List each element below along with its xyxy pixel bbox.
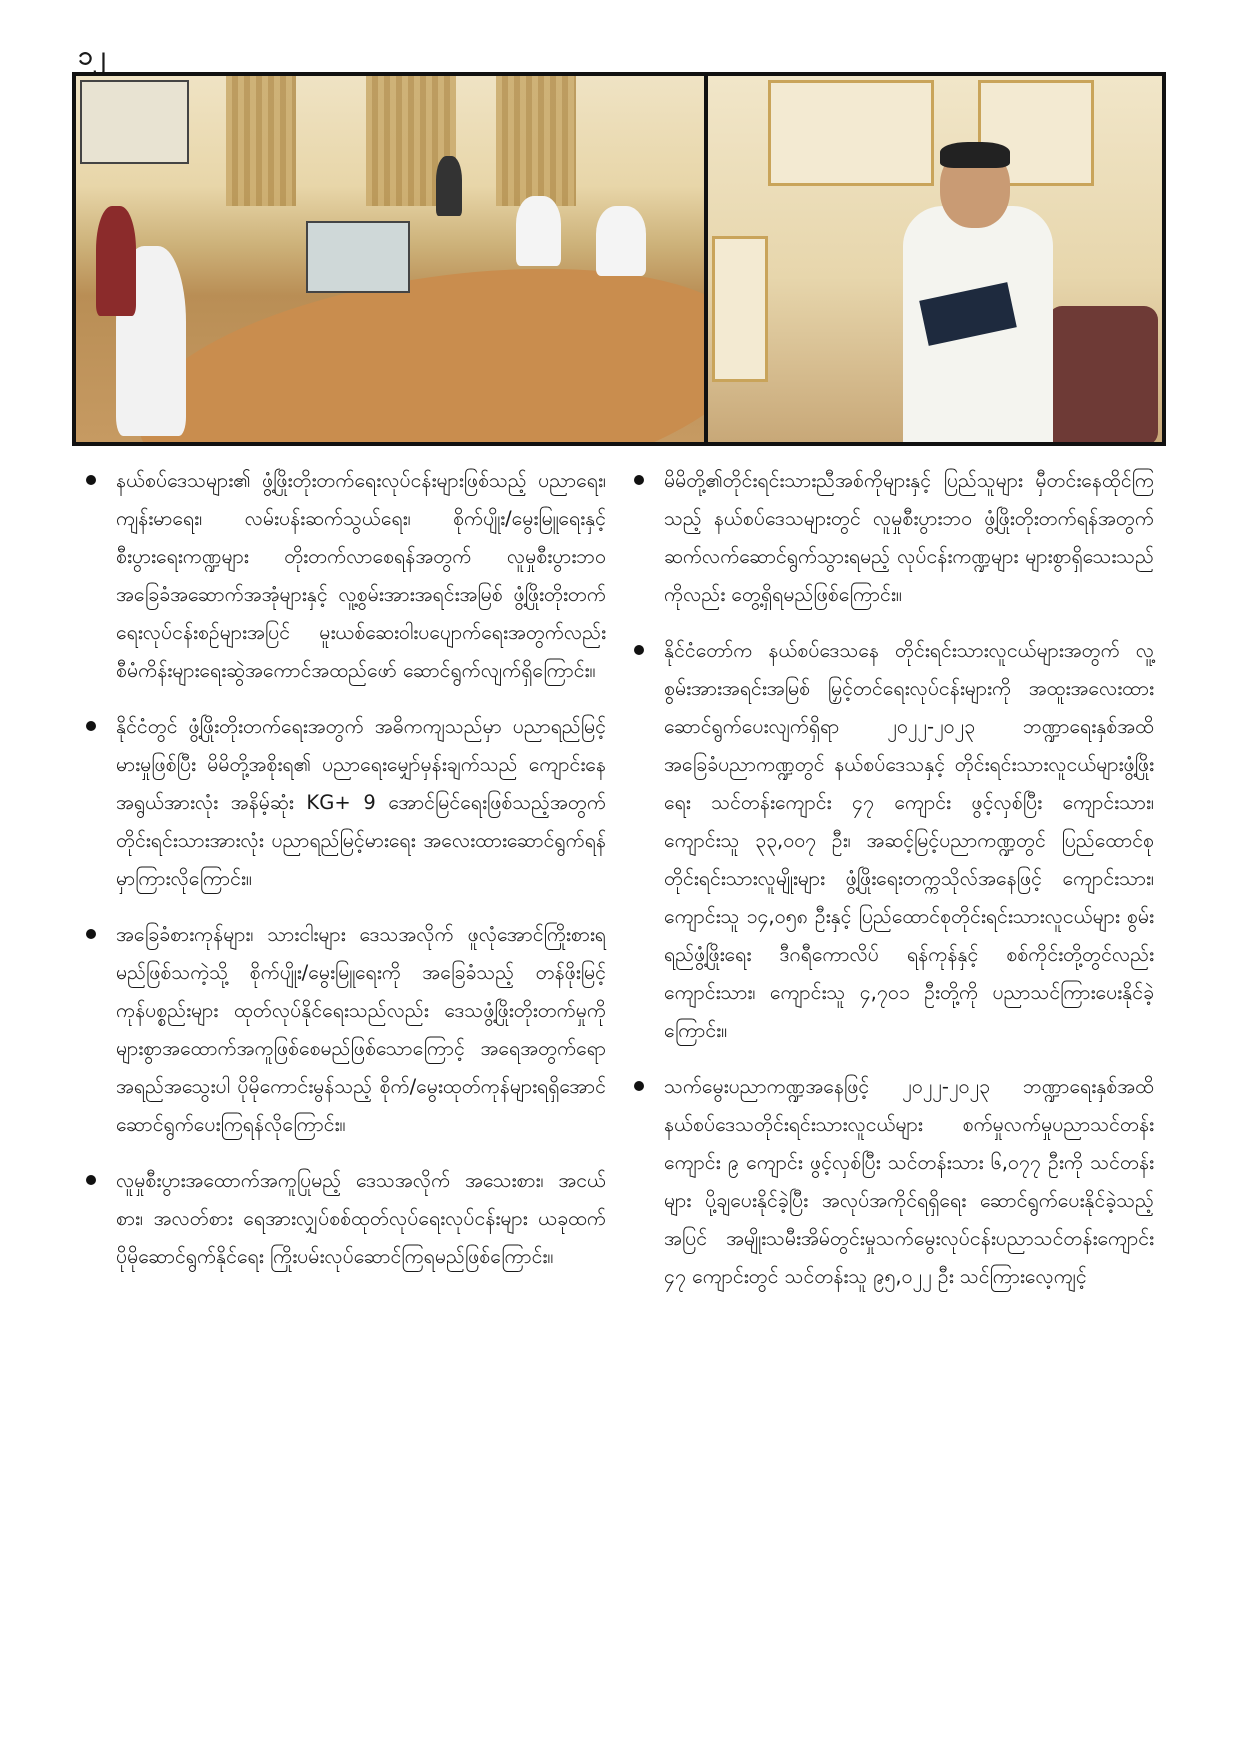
bullet-text: နိုင်ငံတော်က နယ်စပ်ဒေသနေ တိုင်းရင်းသားလူငယ်များအတွက် လူ့စွမ်းအားအရင်းအမြစ် မြှင့်တင်ရေးလုပ်ငန်းများကို အထူးအလေးထား ဆောင်ရွက်ပေးလျက်ရှိရာ ၂၀၂၂-၂၀၂၃ ဘဏ္ဍာရေးနှစ်အထိ အခြေခံပညာကဏ္ဍတွင် နယ်စပ်ဒေသနှင့် တိုင်းရင်းသားလူငယ်များဖွံ့ဖြိုးရေး သင်တန်းကျောင်း ၄၇ ကျောင်း ဖွင့်လှစ်ပြီး ကျောင်းသား၊ ကျောင်းသူ ၃၃,၀၀၇ ဦး၊ အဆင့်မြင့်ပညာကဏ္ဍတွင် ပြည်ထောင်စု တိုင်းရင်းသားလူမျိုးများ ဖွံ့ဖြိုးရေးတက္ကသိုလ်အနေဖြင့် ကျောင်းသား၊ ကျောင်းသူ ၁၄,၀၅၈ ဦးနှင့် ပြည်ထောင်စုတိုင်းရင်းသားလူငယ်များ စွမ်းရည်ဖွံ့ဖြိုးရေး ဒီဂရီကောလိပ် ရန်ကုန်နှင့် စစ်ကိုင်းတို့တွင်လည်း ကျောင်းသား၊ ကျောင်းသူ ၄,၇၀၁ ဦးတို့ကို ပညာသင်ကြားပေးနိုင်ခဲ့ကြောင်း။ (664, 639, 1154, 1042)
bullet-text: နိုင်ငံတွင် ဖွံ့ဖြိုးတိုးတက်ရေးအတွက် အဓိကကျသည်မှာ ပညာရည်မြင့်မားမှုဖြစ်ပြီး မိမိတို့အစိုးရ၏ ပညာရေးမျှော်မှန်းချက်သည် ကျောင်းနေအရွယ်အားလုံး အနိမ့်ဆုံး KG+ 9 အောင်မြင်ရေးဖြစ်သည့်အတွက် တိုင်းရင်းသားအားလုံး ပညာရည်မြင့်မားရေး အလေးထားဆောင်ရွက်ရန် မှာကြားလိုကြောင်း။ (116, 715, 606, 890)
curtain-decoration (496, 76, 576, 206)
attendee-figure (516, 196, 561, 266)
chair (1048, 306, 1158, 442)
bullet-item (86, 708, 606, 898)
bullet-item (634, 632, 1154, 1050)
bullet-icon (86, 929, 96, 939)
bullet-icon (86, 1175, 96, 1185)
left-text-column (86, 462, 606, 1294)
camera-operator-figure (436, 156, 462, 216)
page-number: ၁၂ (78, 41, 106, 71)
wall-panel (768, 80, 934, 186)
bullet-icon (634, 475, 644, 485)
bullet-text: မိမိတို့၏တိုင်းရင်းသားညီအစ်ကိုများနှင့် ပြည်သူများ မှီတင်းနေထိုင်ကြသည့် နယ်စပ်ဒေသများတွင် လူမှုစီးပွားဘဝ ဖွံ့ဖြိုးတိုးတက်ရန်အတွက် ဆက်လက်ဆောင်ရွက်သွားရမည့် လုပ်ငန်းကဏ္ဍများ များစွာရှိသေးသည်ကိုလည်း တွေ့ရှိရမည်ဖြစ်ကြောင်း။ (664, 469, 1154, 606)
meeting-hall-photo (76, 76, 704, 442)
bullet-icon (634, 645, 644, 655)
right-text-column (634, 462, 1154, 1314)
bullet-icon (634, 1081, 644, 1091)
speaker-hair (940, 142, 1010, 168)
bullet-text: အခြေခံစားကုန်များ၊ သားငါးများ ဒေသအလိုက် ဖူလုံအောင်ကြိုးစားရမည်ဖြစ်သကဲ့သို့ စိုက်ပျိုး/မွေးမြူရေးကို အခြေခံသည့် တန်ဖိုးမြင့်ကုန်ပစ္စည်းများ ထုတ်လုပ်နိုင်ရေးသည်လည်း ဒေသဖွံ့ဖြိုးတိုးတက်မှုကို များစွာအထောက်အကူဖြစ်စေမည်ဖြစ်သောကြောင့် အရေအတွက်ရော အရည်အသွေးပါ ပိုမိုကောင်းမွန်သည့် စိုက်/မွေးထုတ်ကုန်များရရှိအောင် ဆောင်ရွက်ပေးကြရန်လိုကြောင်း။ (116, 923, 606, 1136)
bullet-item (634, 1068, 1154, 1296)
photo-strip (72, 72, 1166, 446)
video-monitor (306, 221, 410, 293)
bullet-icon (86, 475, 96, 485)
bullet-icon (86, 721, 96, 731)
curtain-decoration (226, 76, 296, 206)
bullet-item (86, 462, 606, 690)
bullet-text: နယ်စပ်ဒေသများ၏ ဖွံ့ဖြိုးတိုးတက်ရေးလုပ်ငန်းများဖြစ်သည့် ပညာရေး၊ ကျန်းမာရေး၊ လမ်းပန်းဆက်သွယ်ရေး၊ စိုက်ပျိုး/မွေးမြူရေးနှင့် စီးပွားရေးကဏ္ဍများ တိုးတက်လာစေရန်အတွက် လူမှုစီးပွားဘဝ အခြေခံအဆောက်အအုံများနှင့် လူ့စွမ်းအားအရင်းအမြစ် ဖွံ့ဖြိုးတိုးတက်ရေးလုပ်ငန်းစဉ်များအပြင် မူးယစ်ဆေးဝါးပပျောက်ရေးအတွက်လည်း စီမံကိန်းများရေးဆွဲအကောင်အထည်ဖော် ဆောင်ရွက်လျက်ရှိကြောင်း။ (116, 469, 606, 682)
bullet-item (86, 916, 606, 1144)
bullet-text: သက်မွေးပညာကဏ္ဍအနေဖြင့် ၂၀၂၂-၂၀၂၃ ဘဏ္ဍာရေးနှစ်အထိ နယ်စပ်ဒေသတိုင်းရင်းသားလူငယ်များ စက်မှုလက်မှုပညာသင်တန်းကျောင်း ၉ ကျောင်း ဖွင့်လှစ်ပြီး သင်တန်းသား ၆,၀၇၇ ဦးကို သင်တန်းများ ပို့ချပေးနိုင်ခဲ့ပြီး အလုပ်အကိုင်ရရှိရေး ဆောင်ရွက်ပေးနိုင်ခဲ့သည့်အပြင် အမျိုးသမီးအိမ်တွင်းမှုသက်မွေးလုပ်ငန်းပညာသင်တန်းကျောင်း ၄၇ ကျောင်းတွင် သင်တန်းသူ ၉၅,၀၂၂ ဦး သင်ကြားလေ့ကျင့် (664, 1075, 1154, 1288)
attendee-figure (96, 206, 136, 316)
wall-panel (712, 236, 768, 382)
projection-screen (80, 80, 189, 164)
bullet-item (634, 462, 1154, 614)
attendee-figure (596, 206, 646, 276)
speaker-photo (708, 76, 1162, 442)
bullet-text: လူမှုစီးပွားအထောက်အကူပြုမည့် ဒေသအလိုက် အသေးစား၊ အငယ်စား၊ အလတ်စား ရေအားလျှပ်စစ်ထုတ်လုပ်ရေးလုပ်ငန်းများ ယခုထက် ပိုမိုဆောင်ရွက်နိုင်ရေး ကြိုးပမ်းလုပ်ဆောင်ကြရမည်ဖြစ်ကြောင်း။ (116, 1169, 606, 1268)
bullet-item (86, 1162, 606, 1276)
